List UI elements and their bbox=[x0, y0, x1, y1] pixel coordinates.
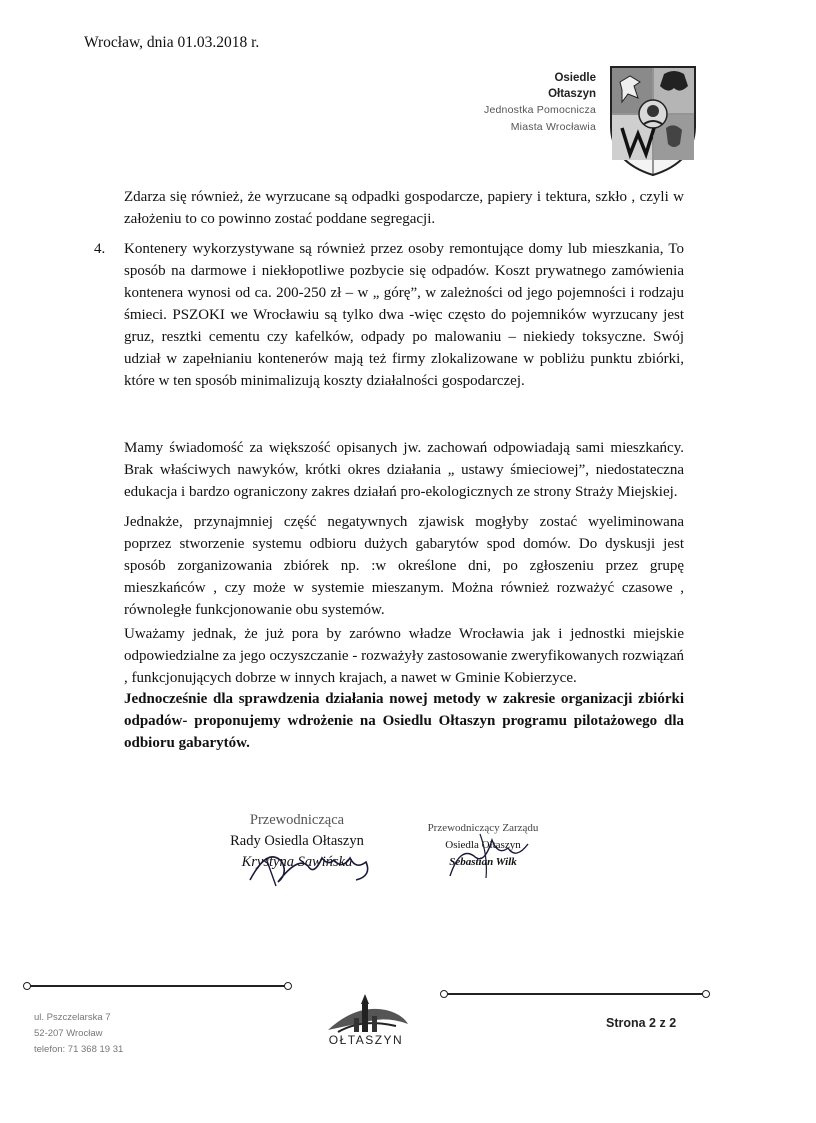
list-item-text: Kontenery wykorzystywane są również przez osoby remontujące domy lub mieszkania, To sposób na darmowe i niekłopotliwe pozbycie się odpadów. Koszt prywatnego zamówienia kontenera wynosi od ca. 200-250 zł – w „ górę”, w zależności od jego pojemności i rodzaju śmieci. PSZOKI we Wrocławiu są tylko dwa -więc często do pojemników wyrzucany jest gruz, resztki cementu czy kafelków, odpady po malowaniu – niekiedy toksyczne. Swój udział w zapełnianiu kontenerów mają też firmy zlokalizowane w pobliżu punktu zbiórki, które w ten sposób minimalizują koszty działalności gospodarczej. bbox=[124, 241, 684, 389]
signature-title-2: Rady Osiedla Ołtaszyn bbox=[230, 833, 364, 849]
org-subtitle-line-2: Miasta Wrocławia bbox=[510, 121, 596, 133]
footer-divider-right bbox=[443, 993, 707, 995]
paragraph-awareness: Mamy świadomość za większość opisanych jw. zachowań odpowiadają sami mieszkańcy. Brak właściwych nawyków, krótki okres działania „ ustawy śmieciowej”, niedostateczna edukacja i bardzo ograniczony zakres działań pro-ekologicznych ze strony Straży Miejskiej. bbox=[124, 440, 684, 500]
org-name-line-1: Osiedle bbox=[554, 72, 596, 84]
footer-divider-left bbox=[26, 985, 289, 987]
org-name-line-2: Ołtaszyn bbox=[548, 88, 596, 100]
paragraph-intro: Zdarza się również, że wyrzucane są odpadki gospodarcze, papiery i tektura, szkło , czyli w założeniu to co powinno zostać poddane segregacji. bbox=[124, 189, 684, 227]
org-header bbox=[484, 70, 596, 136]
signature-name: Krystyna Sawińska bbox=[241, 854, 353, 870]
divider-dot bbox=[702, 990, 710, 998]
list-item-number: 4. bbox=[94, 241, 106, 257]
signature-title-2: Osiedla Ołtaszyn bbox=[445, 839, 521, 851]
signature-title-1: Przewodnicząca bbox=[249, 812, 345, 828]
divider-dot bbox=[284, 982, 292, 990]
document-date: Wrocław, dnia 01.03.2018 r. bbox=[84, 34, 260, 51]
signature-block-council-chair bbox=[212, 810, 382, 873]
signature-block-board-chair bbox=[418, 820, 548, 871]
address-phone: telefon: 71 368 19 31 bbox=[34, 1044, 124, 1055]
signature-name: Sebastian Wilk bbox=[449, 856, 517, 868]
signature-title-1: Przewodniczący Zarządu bbox=[427, 822, 539, 834]
org-subtitle-line-1: Jednostka Pomocnicza bbox=[484, 104, 596, 116]
page-number: Strona 2 z 2 bbox=[606, 1016, 677, 1030]
divider-dot bbox=[23, 982, 31, 990]
address-city: 52-207 Wrocław bbox=[34, 1028, 103, 1039]
footer-address bbox=[34, 1010, 123, 1058]
paragraph-proposal: Jednakże, przynajmniej część negatywnych zjawisk mogłyby zostać wyeliminowana poprzez stworzenie systemu odbioru dużych gabarytów spod domów. Do dyskusji jest sposób zorganizowania zbiórek np. :w określone dni, po zgłoszeniu przez grupę mieszkańców , czy może w systemie mieszanym. Można również rozważyć czasowe , równoległe funkcjonowanie obu systemów. bbox=[124, 514, 684, 618]
footer-logo-text: OŁTASZYN bbox=[328, 1033, 404, 1047]
paragraph-authorities: Uważamy jednak, że już pora by zarówno władze Wrocławia jak i jednostki miejskie odpowiedzialne za jego oczyszczanie - rozważyły zastosowanie zweryfikowanych rozwiązań , funkcjonujących dobrze w innych krajach, a nawet w Gminie Kobierzyce. bbox=[124, 626, 684, 686]
wroclaw-coat-of-arms-icon bbox=[608, 64, 698, 178]
address-street: ul. Pszczelarska 7 bbox=[34, 1012, 111, 1023]
list-item-4 bbox=[94, 238, 684, 392]
paragraph-pilot-program: Jednocześnie dla sprawdzenia działania nowej metody w zakresie organizacji zbiórki odpadów- proponujemy wdrożenie na Osiedlu Ołtaszyn programu pilotażowego dla odbioru gabarytów. bbox=[124, 691, 684, 751]
divider-dot bbox=[440, 990, 448, 998]
